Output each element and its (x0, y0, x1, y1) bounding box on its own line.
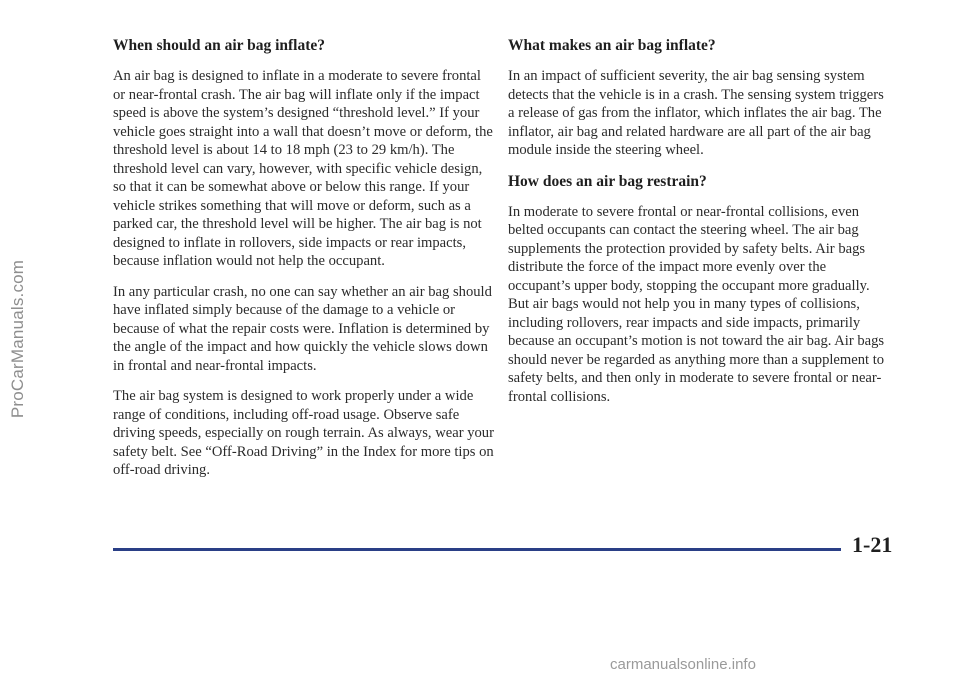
section-heading-how-restrain: How does an air bag restrain? (508, 172, 707, 190)
side-watermark-text: ProCarManuals.com (8, 259, 27, 418)
footer-watermark: carmanualsonline.info (610, 656, 756, 673)
paragraph: In an impact of sufficient severity, the air bag sensing system detects that the vehicle is in a crash. The sensing system triggers a release of gas from the inflator, which inflates the air bag. The inflator, air bag and related hardware are all part of the air bag module inside the steering wheel. (508, 68, 884, 158)
left-column (113, 36, 495, 492)
section-heading-what-makes-inflate: What makes an air bag inflate? (508, 37, 716, 54)
right-column (508, 36, 890, 418)
side-watermark (4, 0, 32, 677)
paragraph: The air bag system is designed to work properly under a wide range of conditions, including off-road usage. Observe safe driving speeds, especially on rough terrain. As always, wear your safety belt. See “Off-Road Driving” in the Index for more tips on off-road driving. (113, 388, 494, 478)
paragraph: In any particular crash, no one can say whether an air bag should have inflated simply because of the damage to a vehicle or because of what the repair costs were. Inflation is determined by the angle of the impact and how quickly the vehicle slows down in frontal and near-frontal impacts. (113, 283, 492, 374)
paragraph: In moderate to severe frontal or near-frontal collisions, even belted occupants can contact the steering wheel. The air bag supplements the protection provided by safety belts. Air bags distribute the force of the impact more evenly over the occupant’s upper body, stopping the occupant more gradually. But air bags would not help you in many types of collisions, including rollovers, rear impacts and side impacts, primarily because an occupant’s motion is not toward the air bag. Air bags should never be regarded as anything more than a supplement to safety belts, and then only in moderate to severe frontal or near-frontal collisions. (508, 203, 885, 405)
footer-rule (113, 548, 841, 551)
page-number: 1-21 (852, 532, 893, 557)
paragraph: An air bag is designed to inflate in a moderate to severe frontal or near-frontal crash. The air bag will inflate only if the impact speed is above the system’s designed “threshold level.” If your vehicle goes straight into a wall that doesn’t move or deform, the threshold level is about 14 to 18 mph (23 to 29 km/h). The threshold level can vary, however, with specific vehicle design, so that it can be somewhat above or below this range. If your vehicle strikes something that will move or deform, such as a parked car, the threshold level will be higher. The air bag is not designed to inflate in rollovers, side impacts or rear impacts, because inflation would not help the occupant. (113, 68, 493, 269)
section-heading-when-inflate: When should an air bag inflate? (113, 37, 326, 54)
